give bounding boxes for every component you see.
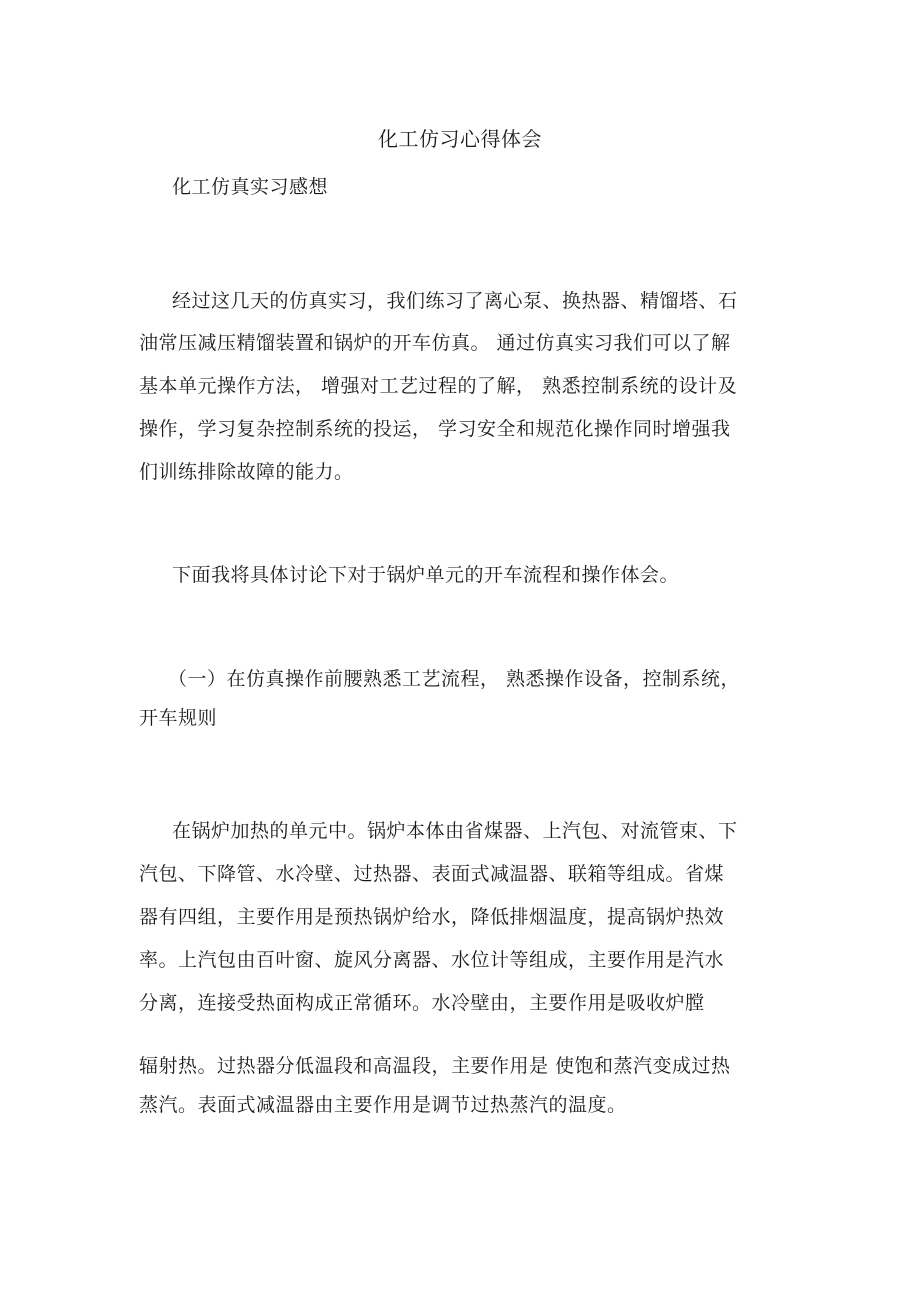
paragraph-line: 汽包、下降管、水冷壁、过热器、表面式减温器、联箱等组成。省煤	[139, 863, 725, 885]
paragraph-line: 在锅炉加热的单元中。锅炉本体由省煤器、上汽包、对流管束、下	[172, 820, 738, 842]
paragraph-line: 开车规则	[139, 707, 218, 729]
paragraph-line: 基本单元操作方法， 增强对工艺过程的了解， 熟悉控制系统的设计及	[139, 375, 738, 397]
paragraph-line: 下面我将具体讨论下对于锅炉单元的开车流程和操作体会。	[172, 564, 680, 586]
paragraph-line: 们训练排除故障的能力。	[139, 461, 354, 483]
paragraph-line: （一）在仿真操作前腰熟悉工艺流程， 熟悉操作设备，控制系统，	[168, 668, 741, 690]
paragraph-line: 率。上汽包由百叶窗、旋风分离器、水位计等组成，主要作用是汽水	[139, 949, 725, 971]
paragraph-line: 器有四组，主要作用是预热锅炉给水，降低排烟温度，提高锅炉热效	[139, 906, 725, 928]
paragraph-line: 油常压减压精馏装置和锅炉的开车仿真。 通过仿真实习我们可以了解	[139, 332, 731, 354]
document-subtitle: 化工仿真实习感想	[172, 176, 329, 198]
paragraph-line: 操作，学习复杂控制系统的投运， 学习安全和规范化操作同时增强我	[139, 418, 731, 440]
paragraph-line: 辐射热。过热器分低温段和高温段，主要作用是 使饱和蒸汽变成过热	[139, 1055, 731, 1077]
document-title: 化工仿习心得体会	[378, 127, 542, 151]
paragraph-line: 经过这几天的仿真实习，我们练习了离心泵、换热器、精馏塔、石	[172, 290, 738, 312]
paragraph-line: 分离，连接受热面构成正常循环。水冷壁由，主要作用是吸收炉膛	[139, 992, 705, 1014]
paragraph-line: 蒸汽。表面式减温器由主要作用是调节过热蒸汽的温度。	[139, 1094, 627, 1116]
